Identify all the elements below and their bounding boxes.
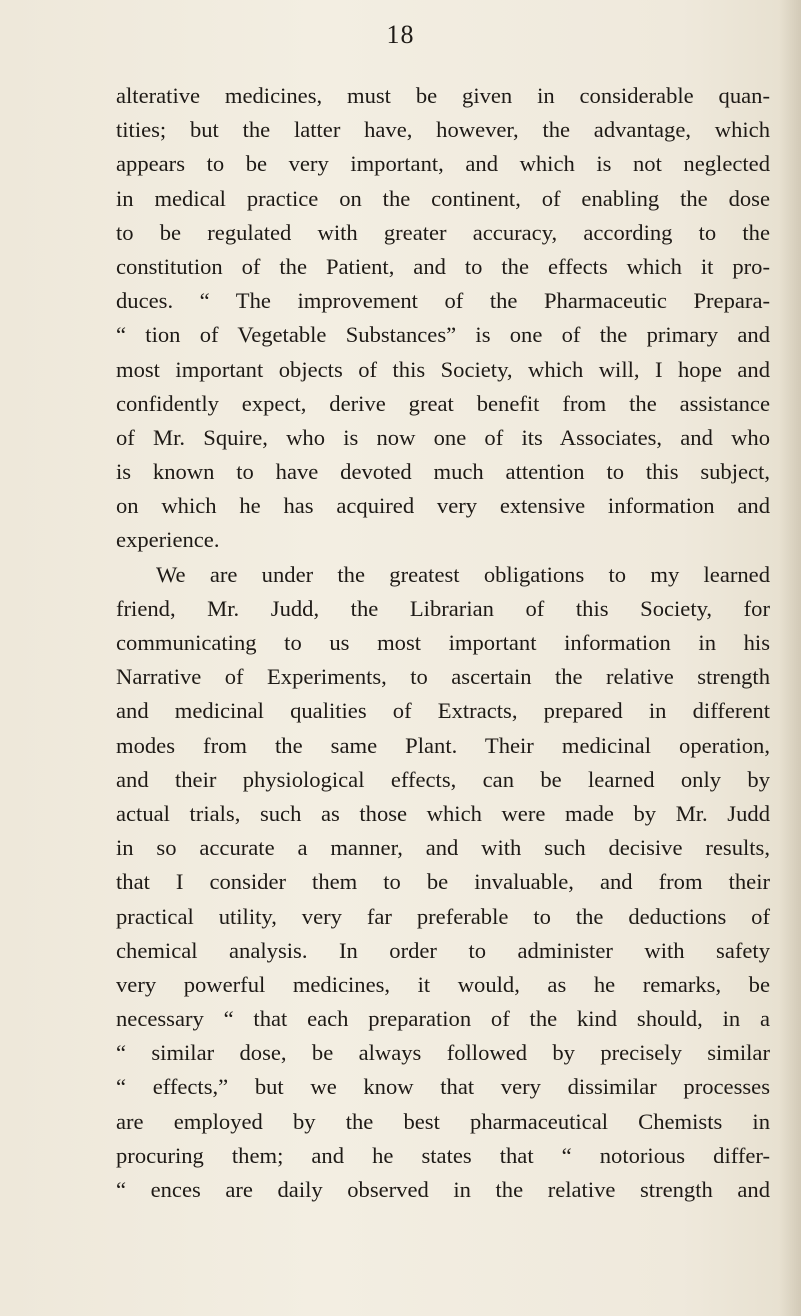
- text-line: and medicinal qualities of Extracts, prepared in different: [116, 698, 770, 724]
- text-line: is known to have devoted much attention to this subject,: [116, 459, 770, 485]
- text-line: very powerful medicines, it would, as he remarks, be: [116, 971, 770, 997]
- text-line: that I consider them to be invaluable, and from their: [116, 869, 770, 895]
- text-line: in medical practice on the continent, of enabling the dose: [116, 185, 770, 211]
- text-line: modes from the same Plant. Their medicinal operation,: [116, 732, 770, 758]
- text-line: are employed by the best pharmaceutical Chemists in: [116, 1108, 770, 1134]
- text-line: friend, Mr. Judd, the Librarian of this Society, for: [116, 595, 770, 621]
- text-line: necessary “ that each preparation of the kind should, in a: [116, 1006, 770, 1032]
- text-line: We are under the greatest obligations to my learned: [156, 561, 770, 587]
- text-line: communicating to us most important information in his: [116, 630, 770, 655]
- text-line: to be regulated with greater accuracy, according to the: [116, 219, 770, 245]
- text-line: in so accurate a manner, and with such decisive results,: [116, 835, 770, 861]
- text-line: confidently expect, derive great benefit from the assistance: [116, 390, 770, 416]
- page-edge-shadow: [779, 0, 801, 1316]
- text-line: experience.: [116, 527, 220, 553]
- text-line: tities; but the latter have, however, the advantage, which: [116, 117, 770, 143]
- text-line: procuring them; and he states that “ notorious differ-: [116, 1142, 770, 1168]
- text-line: “ effects,” but we know that very dissimilar processes: [116, 1074, 770, 1100]
- page-number: 18: [386, 20, 415, 49]
- text-line: actual trials, such as those which were made by Mr. Judd: [116, 800, 770, 826]
- text-line: practical utility, very far preferable to the deductions of: [116, 903, 770, 929]
- text-line: duces. “ The improvement of the Pharmaceutic Prepara-: [116, 288, 770, 314]
- text-line: chemical analysis. In order to administer with safety: [116, 937, 770, 963]
- text-line: most important objects of this Society, which will, I hope and: [116, 356, 770, 382]
- text-line: “ ences are daily observed in the relative strength and: [116, 1177, 770, 1202]
- text-line: and their physiological effects, can be learned only by: [116, 766, 770, 792]
- text-line: of Mr. Squire, who is now one of its Associates, and who: [116, 424, 770, 450]
- text-line: alterative medicines, must be given in considerable quan-: [116, 83, 770, 108]
- text-line: Narrative of Experiments, to ascertain the relative strength: [116, 664, 770, 690]
- text-line: constitution of the Patient, and to the effects which it pro-: [116, 253, 770, 279]
- text-line: appears to be very important, and which is not neglected: [116, 151, 770, 177]
- body-text: [116, 79, 770, 1207]
- text-line: “ similar dose, be always followed by precisely similar: [116, 1040, 770, 1066]
- text-line: “ tion of Vegetable Substances” is one of the primary and: [116, 322, 770, 348]
- text-line: on which he has acquired very extensive information and: [116, 493, 770, 519]
